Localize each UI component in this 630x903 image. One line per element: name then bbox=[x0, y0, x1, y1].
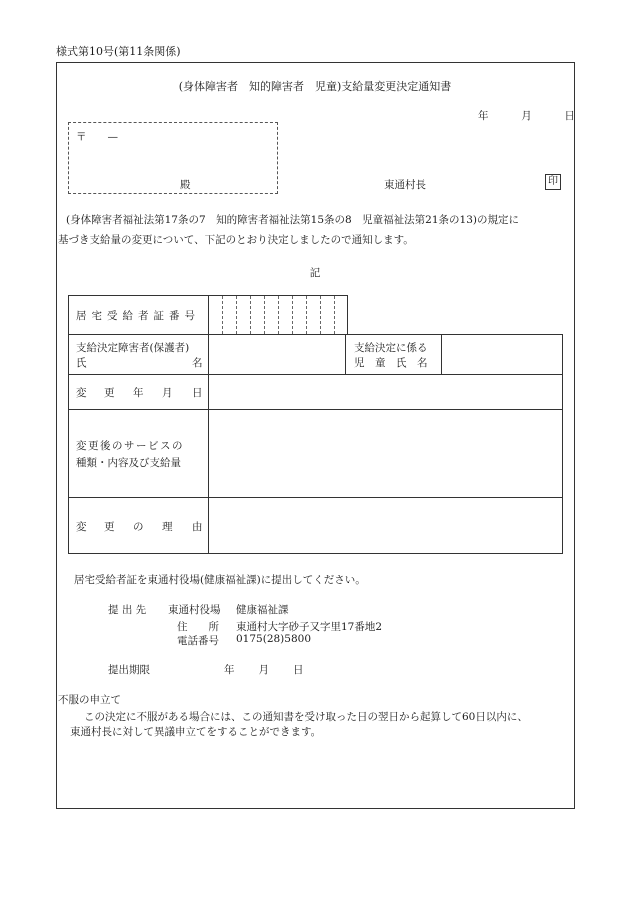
child-label-line2: 児 童 氏 名 bbox=[354, 357, 428, 369]
digit-divider bbox=[334, 296, 335, 334]
appeal-text-line1: この決定に不服がある場合には、この通知書を受け取った日の翌日から起算して60日以内に、 bbox=[84, 711, 528, 723]
ki-heading: 記 bbox=[309, 267, 321, 279]
certificate-number-label: 居宅受給者証番号 bbox=[76, 310, 200, 322]
reason-cell[interactable] bbox=[208, 497, 563, 554]
digit-divider bbox=[292, 296, 293, 334]
deadline-year: 年 bbox=[224, 664, 235, 676]
digit-divider bbox=[320, 296, 321, 334]
digit-divider bbox=[278, 296, 279, 334]
reason-label-char: の bbox=[133, 521, 144, 533]
reason-label-char: 更 bbox=[104, 521, 115, 533]
recipient-label-mei: 名 bbox=[192, 357, 203, 369]
destination-department: 健康福祉課 bbox=[236, 604, 289, 616]
service-cell[interactable] bbox=[208, 409, 563, 498]
service-label-line1: 変更後のサービスの bbox=[76, 440, 184, 452]
digit-divider bbox=[306, 296, 307, 334]
child-name-cell[interactable] bbox=[441, 334, 563, 375]
deadline-month: 月 bbox=[258, 664, 269, 676]
reason-label-char: 変 bbox=[76, 521, 87, 533]
deadline-label: 提出期限 bbox=[108, 664, 150, 676]
date-month: 月 bbox=[521, 110, 532, 122]
digit-divider bbox=[250, 296, 251, 334]
submission-note: 居宅受給者証を東通村役場(健康福祉課)に提出してください。 bbox=[74, 574, 366, 586]
body-text-line2: 基づき支給量の変更について、下記のとおり決定しましたので通知します。 bbox=[58, 234, 414, 246]
change-date-label-char: 年 bbox=[133, 387, 144, 399]
change-date-cell[interactable] bbox=[208, 374, 563, 410]
postal-code: 〒 — bbox=[76, 131, 118, 143]
address-value: 東通村大字砂子又字里17番地2 bbox=[236, 621, 383, 633]
date-day: 日 bbox=[564, 110, 575, 122]
deadline-date bbox=[224, 662, 304, 677]
document-title: (身体障害者 知的障害者 児童)支給量変更決定通知書 bbox=[178, 80, 452, 93]
issuer-name: 東通村長 bbox=[384, 179, 426, 191]
reason-label-char: 由 bbox=[192, 521, 203, 533]
phone-value: 0175(28)5800 bbox=[236, 633, 311, 645]
child-label-line1: 支給決定に係る bbox=[354, 342, 428, 354]
change-date-label-char: 更 bbox=[104, 387, 115, 399]
service-label-cell bbox=[68, 409, 209, 498]
recipient-name-cell[interactable] bbox=[208, 334, 346, 375]
address-label: 住 所 bbox=[177, 621, 219, 633]
appeal-text-line2: 東通村長に対して異議申立てをすることができます。 bbox=[70, 726, 322, 738]
body-text-line1: (身体障害者福祉法第17条の7 知的障害者福祉法第15条の8 児童福祉法第21条の13)の規定に bbox=[66, 214, 519, 226]
digit-divider bbox=[222, 296, 223, 334]
destination-office: 東通村役場 bbox=[168, 604, 221, 616]
change-date-label-char: 変 bbox=[76, 387, 87, 399]
form-number: 様式第10号(第11条関係) bbox=[56, 45, 181, 58]
service-label-line2: 種類・内容及び支給量 bbox=[76, 457, 181, 469]
digit-divider bbox=[264, 296, 265, 334]
deadline-day: 日 bbox=[293, 664, 304, 676]
change-date-label-char: 日 bbox=[192, 387, 203, 399]
destination-label: 提 出 先 bbox=[108, 604, 147, 616]
recipient-honorific: 殿 bbox=[180, 179, 191, 191]
issue-date bbox=[478, 108, 575, 123]
appeal-title: 不服の申立て bbox=[58, 694, 121, 706]
date-year: 年 bbox=[478, 110, 489, 122]
change-date-label-char: 月 bbox=[162, 387, 173, 399]
recipient-label-line1: 支給決定障害者(保護者) bbox=[76, 342, 190, 354]
digit-divider bbox=[236, 296, 237, 334]
recipient-label-shi: 氏 bbox=[76, 357, 87, 369]
phone-label: 電話番号 bbox=[177, 635, 219, 647]
reason-label-char: 理 bbox=[162, 521, 173, 533]
seal-mark: 印 bbox=[545, 174, 561, 190]
